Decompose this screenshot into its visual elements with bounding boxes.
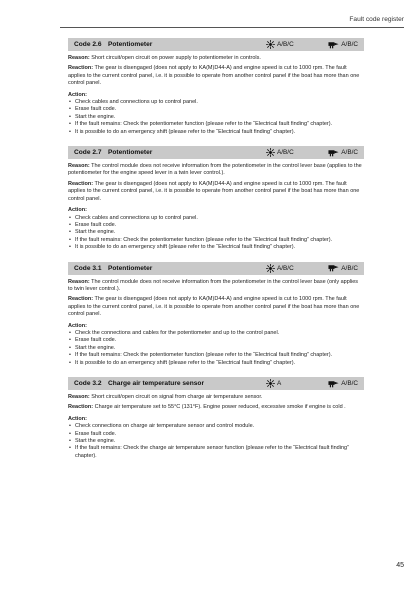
sun-burst-icon bbox=[266, 264, 275, 273]
fault-indicator bbox=[266, 148, 320, 157]
control-lever-icon bbox=[328, 264, 339, 272]
action-item: • If the fault remains: Check the potentiometer function (please refer to the “Electrical fault finding” chapter). bbox=[68, 352, 364, 359]
fault-indicator-value: A/B/C bbox=[277, 149, 294, 157]
action-item: • Check cables and connections up to control panel. bbox=[68, 215, 364, 222]
lever-indicator-value: A/B/C bbox=[341, 149, 358, 157]
header-rule bbox=[60, 27, 404, 28]
sun-burst-icon bbox=[266, 379, 275, 388]
control-lever-icon bbox=[328, 149, 339, 157]
reason-text: The control module does not receive information from the potentiometer in the control lever base (only applies to twin lever control.). bbox=[68, 278, 359, 292]
code-heading-bar bbox=[68, 38, 364, 51]
lever-indicator-value: A/B/C bbox=[341, 41, 358, 48]
page-number: 45 bbox=[396, 562, 404, 569]
reaction-text: The gear is disengaged (does not apply to KA(M)D44-A) and engine speed is cut to 1000 rpm. The fault applies to the current control panel, i.e. it is possible to operate from another control panel if the boat has more than one control panel. bbox=[68, 296, 360, 318]
reason-label: Reason: bbox=[68, 55, 90, 61]
action-list bbox=[68, 423, 364, 460]
reaction-text: Charge air temperature set to 55°C (131°F). Engine power reduced, excessive smoke if engine is cold . bbox=[94, 404, 346, 411]
action-list bbox=[68, 330, 364, 367]
reason-text: Short circuit/open circuit on power supply to potentiometer in controls. bbox=[91, 55, 261, 61]
control-lever-icon bbox=[328, 41, 339, 49]
sun-burst-icon bbox=[266, 40, 275, 49]
reaction-paragraph bbox=[68, 296, 364, 318]
code-heading-bar bbox=[68, 377, 364, 390]
action-item: • Start the engine. bbox=[68, 229, 364, 236]
action-item: • Check connections on charge air temperature sensor and control module. bbox=[68, 423, 364, 430]
fault-indicator-value: A/B/C bbox=[277, 264, 294, 272]
action-item: • Start the engine. bbox=[68, 114, 364, 121]
action-item: • It is possible to do an emergency shift (please refer to the “Electrical fault finding” chapter). bbox=[68, 360, 364, 367]
reaction-paragraph bbox=[68, 65, 364, 87]
reason-text: The control module does not receive information from the potentiometer in the control lever base (applies to the potentiometer for the engine speed lever in a twin lever control.). bbox=[68, 163, 362, 177]
fault-indicator bbox=[266, 379, 320, 388]
fault-indicator bbox=[266, 264, 320, 273]
reason-text: Short circuit/open circuit on signal from charge air temperature sensor. bbox=[91, 394, 263, 400]
reason-label: Reason: bbox=[68, 278, 90, 285]
action-label: Action: bbox=[68, 322, 87, 329]
reason-paragraph bbox=[68, 279, 364, 294]
fault-indicator-value: A bbox=[277, 380, 282, 387]
action-item: • If the fault remains: Check the charge air temperature sensor function (please refer to the “Electrical fault finding” chapter). bbox=[68, 445, 364, 460]
fault-indicator bbox=[266, 40, 320, 49]
fault-code-section bbox=[68, 377, 364, 460]
action-item: • Check cables and connections up to control panel. bbox=[68, 99, 364, 106]
code-heading-bar bbox=[68, 146, 364, 159]
reaction-text: The gear is disengaged (does not apply to KA(M)D44-A) and engine speed is cut to 1000 rpm. The fault applies to the current control panel, i.e. it is possible to operate from another control panel if the boat has more than one control panel. bbox=[68, 65, 360, 87]
reason-paragraph bbox=[68, 394, 364, 401]
code-title: Potentiometer bbox=[108, 264, 153, 272]
code-heading-bar bbox=[68, 262, 364, 275]
action-item: • Start the engine. bbox=[68, 438, 364, 445]
reaction-label: Reaction: bbox=[68, 65, 94, 72]
reason-label: Reason: bbox=[68, 163, 90, 170]
code-number: Code 2.7 bbox=[74, 149, 102, 157]
lever-indicator bbox=[320, 264, 358, 272]
fault-code-list bbox=[68, 38, 364, 470]
reason-paragraph bbox=[68, 163, 364, 178]
reaction-label: Reaction: bbox=[68, 296, 94, 303]
sun-burst-icon bbox=[266, 148, 275, 157]
reaction-paragraph bbox=[68, 181, 364, 203]
control-lever-icon bbox=[328, 380, 339, 388]
action-list bbox=[68, 99, 364, 136]
lever-indicator bbox=[320, 149, 358, 157]
action-item: • It is possible to do an emergency shift (please refer to the “Electrical fault finding” chapter). bbox=[68, 244, 364, 251]
action-item: • Start the engine. bbox=[68, 345, 364, 352]
fault-code-section bbox=[68, 38, 364, 136]
fault-code-section bbox=[68, 146, 364, 251]
reaction-text: The gear is disengaged (does not apply to KA(M)D44-A) and engine speed is cut to 1000 rpm. The fault applies to the current control panel, i.e. it is possible to operate from another control panel if the boat has more than one control panel. bbox=[68, 180, 360, 202]
code-number: Code 2.6 bbox=[74, 41, 102, 48]
reaction-label: Reaction: bbox=[68, 404, 94, 411]
code-title: Potentiometer bbox=[108, 149, 153, 157]
code-title: Potentiometer bbox=[108, 41, 153, 48]
action-item: • Erase fault code. bbox=[68, 337, 364, 344]
action-item: • Erase fault code. bbox=[68, 222, 364, 229]
code-number: Code 3.1 bbox=[74, 264, 102, 272]
action-label: Action: bbox=[68, 207, 87, 214]
lever-indicator-value: A/B/C bbox=[341, 380, 358, 387]
reason-label: Reason: bbox=[68, 394, 90, 400]
action-item: • Erase fault code. bbox=[68, 106, 364, 113]
fault-indicator-value: A/B/C bbox=[277, 41, 294, 48]
action-item: • Check the connections and cables for the potentiometer and up to the control panel. bbox=[68, 330, 364, 337]
lever-indicator-value: A/B/C bbox=[341, 264, 358, 272]
reaction-paragraph bbox=[68, 404, 364, 411]
action-item: • Erase fault code. bbox=[68, 431, 364, 438]
lever-indicator bbox=[320, 41, 358, 49]
fault-code-section bbox=[68, 262, 364, 367]
running-header: Fault code register bbox=[349, 16, 404, 23]
lever-indicator bbox=[320, 380, 358, 388]
action-list bbox=[68, 215, 364, 252]
action-item: • It is possible to do an emergency shift (please refer to the “Electrical fault finding” chapter). bbox=[68, 129, 364, 136]
action-label: Action: bbox=[68, 91, 87, 98]
action-label: Action: bbox=[68, 415, 87, 422]
action-item: • If the fault remains: Check the potentiometer function (please refer to the “Electrical fault finding” chapter). bbox=[68, 237, 364, 244]
reaction-label: Reaction: bbox=[68, 180, 94, 187]
code-number: Code 3.2 bbox=[74, 380, 102, 387]
reason-paragraph bbox=[68, 55, 364, 62]
code-title: Charge air temperature sensor bbox=[108, 380, 205, 387]
action-item: • If the fault remains: Check the potentiometer function (please refer to the “Electrical fault finding” chapter). bbox=[68, 121, 364, 128]
